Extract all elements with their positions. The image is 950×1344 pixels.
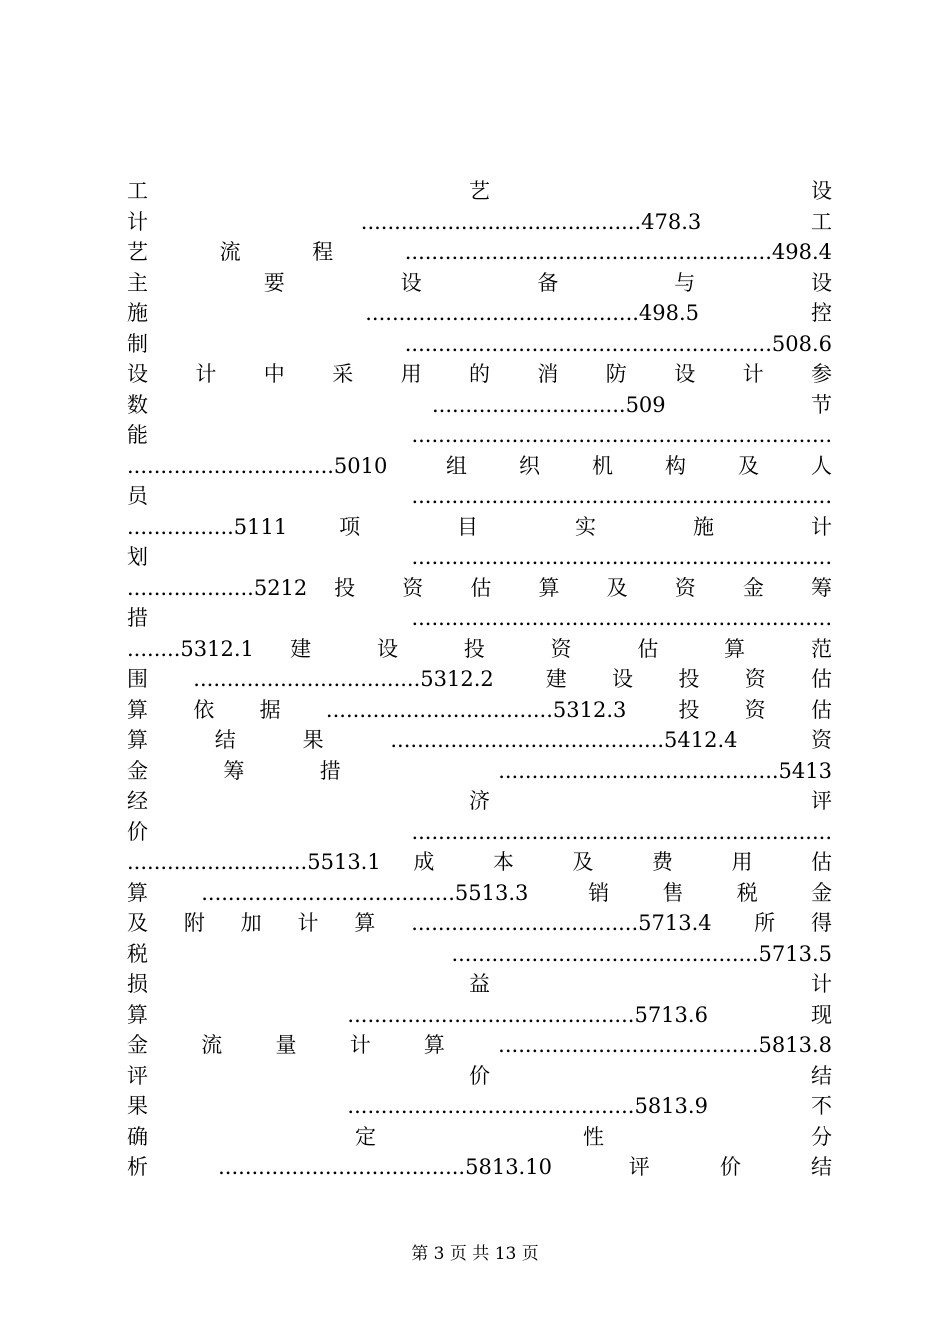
toc-line: ................5111 项 目 实 施 计 — [127, 514, 832, 539]
toc-line: 员............................................................... — [127, 484, 832, 508]
toc-line: 划............................................................... — [127, 545, 832, 569]
toc-line: 算 ...........................................5713.6 现 — [127, 1002, 832, 1027]
toc-line: 能............................................................... — [127, 423, 832, 447]
toc-line: 经 济 评 — [127, 789, 832, 813]
toc-line: 计 ..........................................478.3 工 — [127, 209, 832, 234]
toc-line: ...............................5010 组织机构及人 — [127, 453, 832, 478]
table-of-contents — [127, 176, 832, 1183]
toc-line: 损 益 计 — [127, 972, 832, 996]
toc-line: 施 .........................................498.5 控 — [127, 301, 832, 325]
toc-line: 制.......................................................508.6 — [127, 331, 832, 356]
toc-line: 税 ..............................................5713.5 — [127, 941, 832, 966]
toc-line: 及附加计算..................................5713.4 所得 — [127, 911, 832, 935]
toc-line: 设 计 中 采 用 的 消 防 设 计 参 — [127, 362, 832, 386]
toc-line: ...................5212 投 资 估 算 及 资 金 筹 — [127, 575, 832, 600]
toc-line: 工 艺 设 — [127, 179, 832, 203]
toc-line: 评 价 结 — [127, 1063, 832, 1088]
toc-line: 价............................................................... — [127, 819, 832, 844]
page-footer: 第 3 页 共 13 页 — [411, 1244, 539, 1264]
toc-line: 数 .............................509 节 — [127, 392, 832, 417]
toc-line: ........5312.1 建 设 投 资 估 算 范 — [127, 636, 832, 661]
toc-line: ...........................5513.1 成 本 及 费 用 估 — [127, 850, 832, 874]
toc-line: 算结果.........................................5412.4 资 — [127, 728, 832, 752]
toc-line: 艺流程.......................................................498.4 — [127, 240, 832, 264]
toc-line: 围..................................5312.2 建设投资估 — [127, 667, 832, 691]
toc-line: 果 ...........................................5813.9 不 — [127, 1094, 832, 1118]
toc-line: 主 要 设 备 与 设 — [127, 270, 832, 295]
toc-line: 确 定 性 分 — [127, 1124, 832, 1149]
toc-line: 算依据..................................5312.3 投资估 — [127, 697, 832, 722]
toc-line: 措............................................................... — [127, 606, 832, 630]
toc-line: 析.....................................5813.10 评价结 — [127, 1155, 832, 1179]
toc-line: 金流量计算.......................................5813.8 — [127, 1033, 832, 1057]
toc-line: 算......................................5513.3 销售税金 — [127, 880, 832, 905]
toc-line: 金筹措 ..........................................5413 — [127, 758, 832, 783]
